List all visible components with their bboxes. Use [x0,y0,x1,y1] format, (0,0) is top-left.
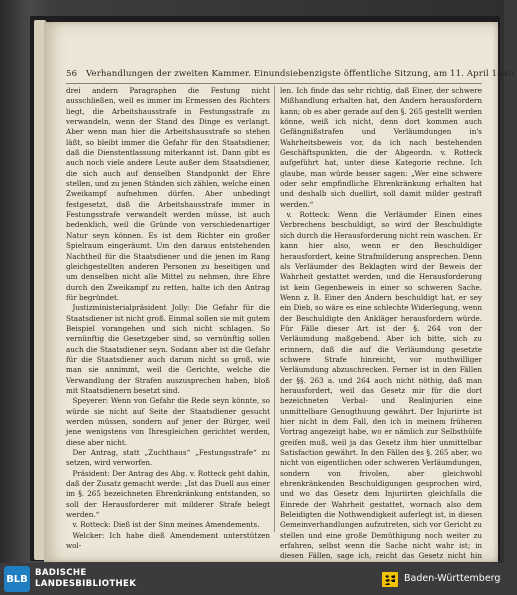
column-divider [274,86,275,532]
left-paragraph: drei andern Paragraphen die Festung nicht ausschließen, weil es immer im Ermessen des Richters liegt, die Arbeitshausstrafe in Festungsstrafe zu verwandeln, wenn der Stand des Dinge es verlangt. Aber wenn man hier die Arbeitshausstrafe so stehen läßt, so bleibt immer die Gefahr für den Staatsdiener, daß die Dienstentlassung miterkannt ist. Dann gibt es auch noch viele andere Leute außer dem Staatsdiener, die sich auch auf denselben Standpunkt der Ehre stellen, und zu jenen Ständen sich zählen, welche einen Zweikampf aufnehmen dürfen. Aber unbedingt festgesetzt, daß die Arbeitshausstrafe immer in Festungsstrafe verwandelt werden müsse, ist auch bedenklich, weil die Gründe von verschiedenartiger Natur seyn können. Es ist dem Richter ein großer Spielraum eingeräumt. Um den daraus entstehenden Nachtheil für die Staatsdiener und die jenen im Rang gleichgestellten anderen Personen zu beseitigen und um denselben nicht alle Mittel zu nehmen, ihre Ehre durch den Zweikampf zu retten, halte ich den Antrag für begründet. [66,86,270,302]
left-paragraph: Speyerer: Wenn von Gefahr die Rede seyn könnte, so würde sie nicht auf Seite der Staatsdiener gesucht werden müssen, sondern auf jener der Bürger, weil jene wenigstens von Ihresgleichen gerichtet werden, diese aber nicht. [66,396,270,447]
library-name-line2: LANDESBIBLIOTHEK [35,579,137,589]
library-name-line1: BADISCHE [35,568,87,578]
book-page [44,22,517,562]
left-paragraph: Welcker: Ich habe dieß Amendement unterstützen wol- [66,530,270,551]
right-paragraph: len. Ich finde das sehr richtig, daß Einer, der schwere Mißhandlung erhalten hat, den Andern herausfordern kann; ob es aber gerade auf den §. 265 gestellt werden könne, weiß ich nicht, denn dort kommen auch Gefängnißstrafen und Verläumdungen in's Wahrheitsbeweis vor, da ich nach bestehenden Geschäftspunkten, die der Abgeordn. v. Rotteck aufgeführt hat, unter diese Kategorie rechne. Ich glaube, man würde besser sagen: „Wer eine schwere oder sehr empfindliche Ehrenkränkung erhalten hat und deshalb sich duellirt, soll damit milder gestraft werden.“ [280,86,482,209]
left-column [66,86,271,551]
running-head-title: Verhandlungen der zweiten Kammer. Einundsiebenzigste öffentliche Sitzung, am 11. April 1840. [86,69,517,79]
state-name[interactable]: Baden-Württemberg [404,573,501,584]
page-number: 56 [66,69,78,79]
right-column [280,86,482,561]
right-paragraph: v. Rotteck: Wenn die Verläumder Einen eines Verbrechens beschuldigt, so wird der Beschuldigte sich durch die Herausforderung nicht rein waschen. Er kann hier also, wenn er den Beschuldiger herausfordert, keine Strafmilderung ansprechen. Denn als Verläumder des Beklagten wird der Beweis der Wahrheit gestattet werden, und die Herausforderung ist kein Gegenbeweis in einer so schweren Sache. Wenn z. B. Einer den Andern beschuldigt hat, er sey ein Dieb, so wäre es eine schlechte Widerlegung, wenn der Beschuldigte den Ankläger herausfordern würde. Für Fälle dieser Art ist der §. 264 von der Verläumdung maßgebend. Aber ich bitte, sich zu erinnern, daß die auf die Verläumdung gesetzte schwere Strafe hinreicht, vor muthwilliger Verläumdung abzuschrecken. Ferner ist in den Fällen der §§. 263 a. und 264 auch nicht nöthig, daß man herausfordert, weil das Gesetz mir für die dort bezeichneten Verbal- und Realinjurien eine unmittelbare Genugthuung gewährt. Der Injuriirte ist hier nicht in dem Fall, den ich in meinem früheren Vortrag angezeigt habe, wo er nämlich zur Selbsthülfe greifen muß, weil ja das Gesetz ihm hier unmittelbar Satisfaction gewährt. In den Fällen des §. 265 aber, wo nicht von eigentlichen oder schweren Verläumdungen, sondern von frivolen, aber gleichwohl ehrenkränkenden Beschuldigungen gesprochen wird, und wo das Gesetz dem Injuriirten gleichfalls die Einrede der Wahrheit gestattet, wornach also dem Beleidigten die Nothwendigkeit auferlegt ist, in diesen Gemeinverhandlungen aufzutreten, sich vor Gericht zu stellen und eine große Demüthigung noch weiter zu erfahren, selbst wenn die Sache nicht wahr ist; in diesen Fällen, sage ich, reicht das Gesetz nicht hin [280,210,482,561]
left-paragraph: Justizministerialpräsident Jolly: Die Gefahr für die Staatsdiener ist nicht groß. Einmal sollen sie mit gutem Beispiel vorangehen und sich nicht schlagen. So vernünftig die Gesetzgeber sind, so vernünftig sollen auch die Staatsdiener seyn. Sodann aber ist die Gefahr für die Staatsdiener auch darum nicht so groß, wie man sie annimmt, weil die Gerichte, welche die Verwandlung der Strafen auszusprechen haben, bloß mit Staatsdienern besetzt sind. [66,303,271,395]
left-paragraph: Präsident: Der Antrag des Abg. v. Rotteck geht dahin, daß der Zusatz gemacht werde: „Ist das Duell aus einer im §. 265 bezeichneten Ehrenkränkung entstanden, so soll der Herausforderer mit milderer Strafe belegt werden.“ [66,468,270,520]
library-name[interactable] [35,568,136,590]
running-head [66,69,517,83]
footer-bar [0,563,504,595]
header-rule [66,83,482,84]
lions-crest-icon [380,569,400,589]
left-paragraph: Der Antrag, statt „Zuchthaus“ „Festungsstrafe“ zu setzen, wird verworfen. [66,448,270,468]
blb-logo[interactable]: BLB [4,566,30,592]
left-paragraph: v. Rotteck: Dieß ist der Sinn meines Amendements. [72,520,260,530]
